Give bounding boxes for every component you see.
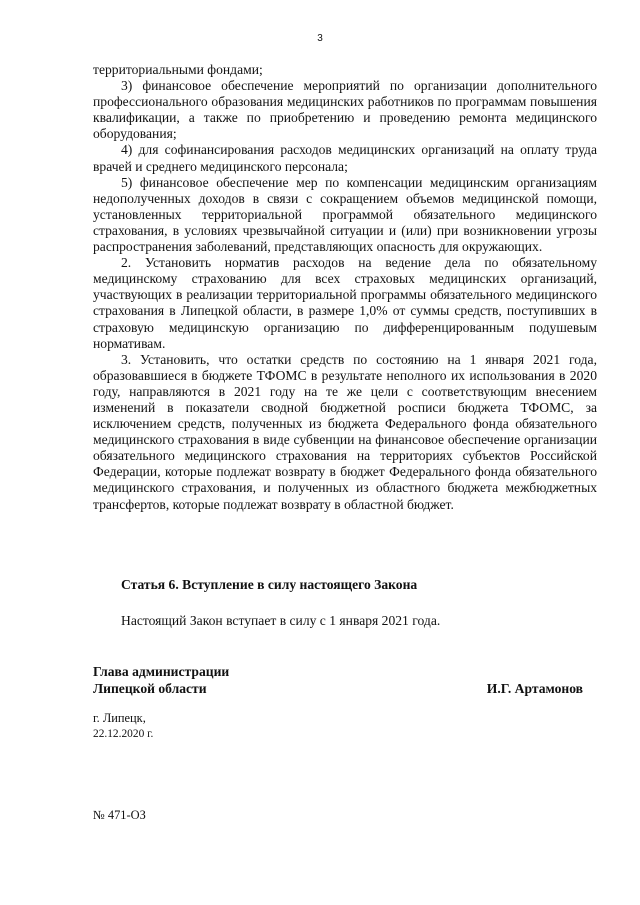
signature-block: [93, 664, 597, 697]
page-number: 3: [317, 33, 323, 44]
paragraph-item-5: 5) финансовое обеспечение мер по компенсации медицинским организациям недополученных доходов в связи с сокращением объемов медицинской помощи, установленных территориальной программой обязательного медицинского страхования, в условиях чрезвычайной ситуации и (или) при возникновении угрозы распространения заболеваний, представляющих опасность для окружающих.: [93, 174, 597, 255]
place-date-block: [93, 711, 153, 742]
signatory-position-line1: Глава администрации: [93, 664, 230, 679]
signatory-position-line2: Липецкой области: [93, 680, 207, 696]
place-of-signing: г. Липецк,: [93, 711, 146, 725]
paragraph-item-4: 4) для софинансирования расходов медицинских организаций на оплату труда врачей и среднего медицинского персонала;: [93, 142, 597, 174]
paragraph-section-3: 3. Установить, что остатки средств по состоянию на 1 января 2021 года, образовавшиеся в бюджете ТФОМС в результате неполного их использования в 2020 году, направляются в 2021 году на те же цели с соответствующим внесением изменений в показатели сводной бюджетной росписи бюджета ТФОМС, за исключением средств, полученных из бюджета Федерального фонда обязательного медицинского страхования в виде субвенции на финансовое обеспечение организации обязательного медицинского страхования на территориях субъектов Российской Федерации, которые подлежат возврату в бюджет Федерального фонда обязательного медицинского страхования, и полученных из областного бюджета межбюджетных трансфертов, которые подлежат возврату в областной бюджет.: [93, 351, 597, 512]
law-number: № 471-ОЗ: [93, 808, 146, 822]
article-title: Статья 6. Вступление в силу настоящего Закона: [121, 577, 418, 592]
signing-date: 22.12.2020 г.: [93, 727, 154, 740]
paragraph-section-2: 2. Установить норматив расходов на ведение дела по обязательному медицинскому страхованию для всех страховых медицинских организаций, участвующих в реализации территориальной программы обязательного медицинского страхования в Липецкой области, в размере 1,0% от суммы средств, поступивших в страховую медицинскую организацию по дифференцированным подушевым нормативам.: [93, 255, 597, 351]
signatory-name: И.Г. Артамонов: [486, 680, 583, 696]
paragraph-continuation: территориальными фондами;: [93, 62, 263, 77]
paragraph-item-3: 3) финансовое обеспечение мероприятий по организации дополнительного профессионального образования медицинских работников по программам повышения квалификации, а также по приобретению и проведению ремонта медицинского оборудования;: [93, 78, 597, 142]
article-text: Настоящий Закон вступает в силу с 1 января 2021 года.: [121, 613, 441, 628]
document-body: [93, 62, 597, 513]
